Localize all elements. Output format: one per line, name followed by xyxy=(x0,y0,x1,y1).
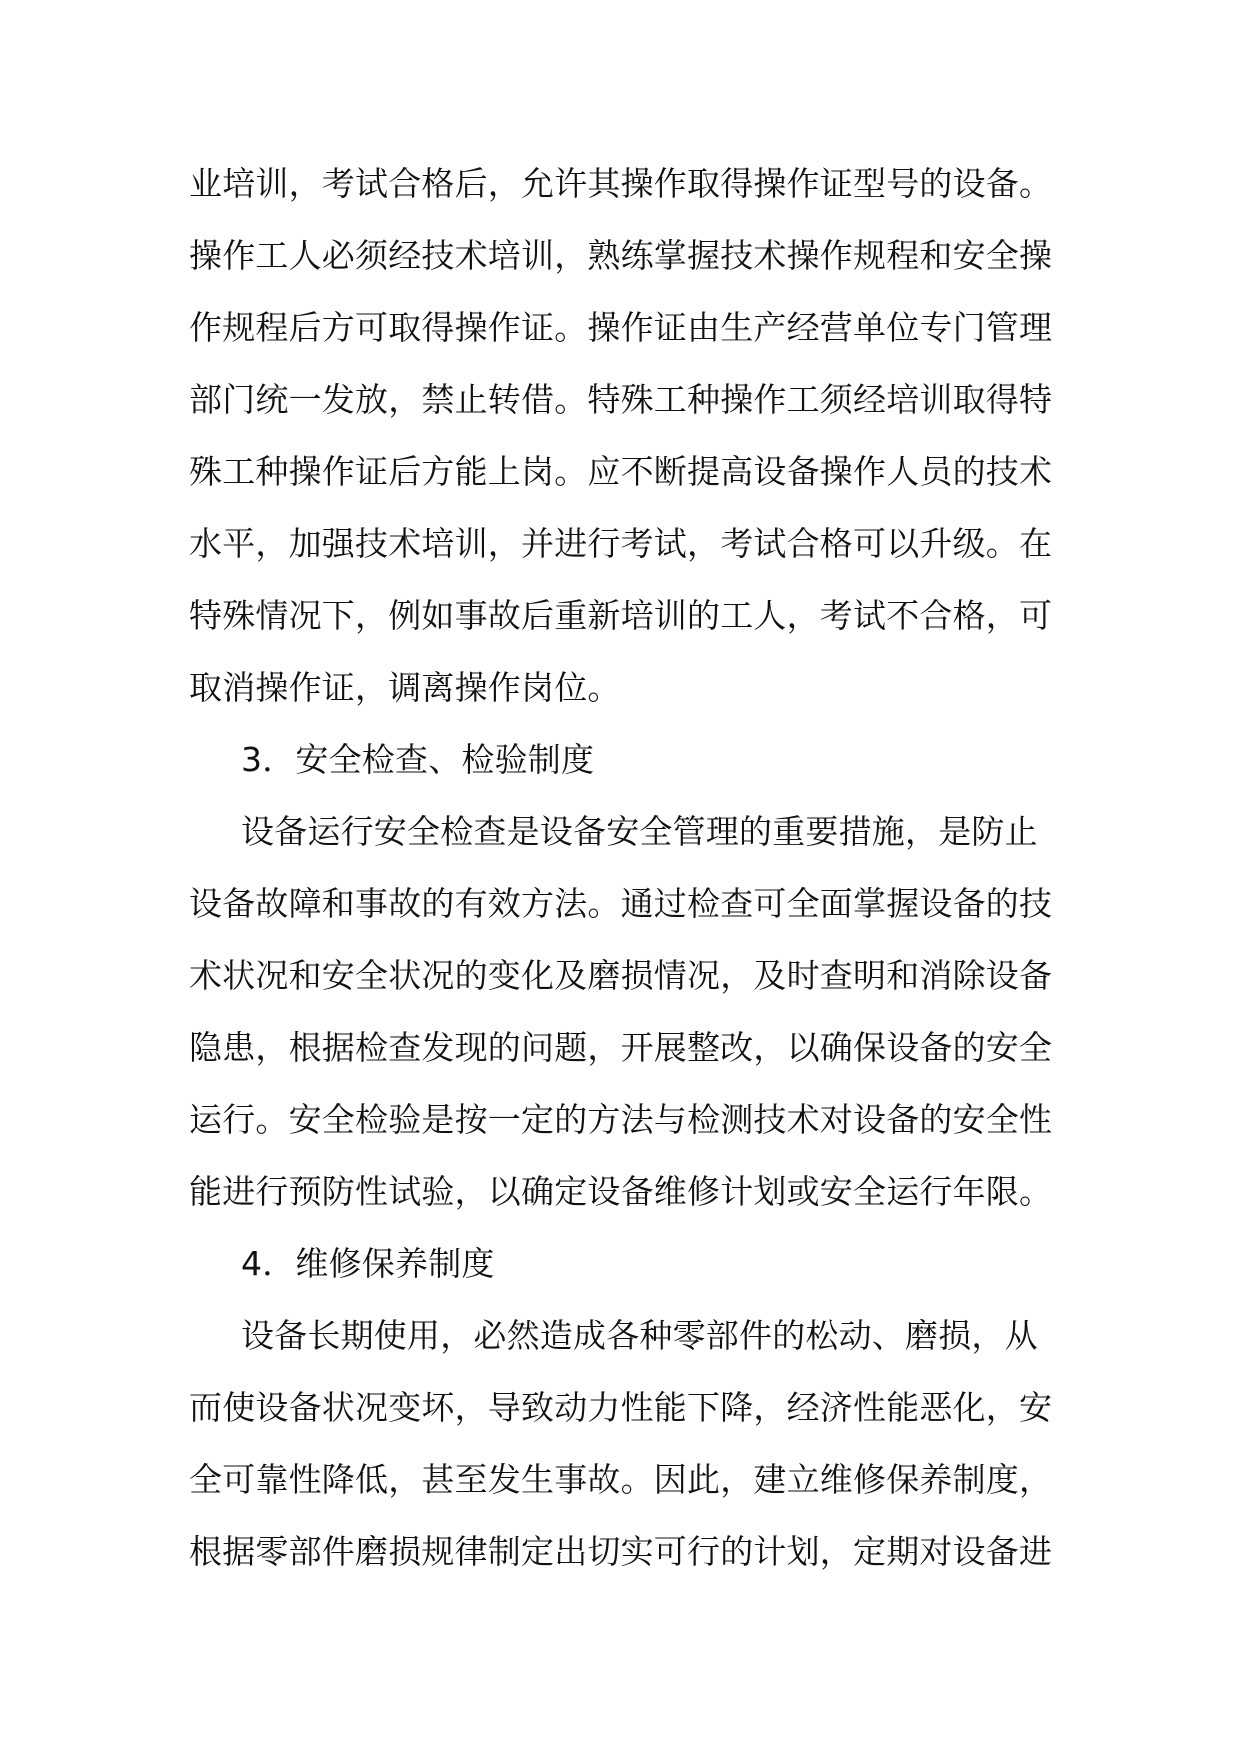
text-line: 隐患，根据检查发现的问题，开展整改，以确保设备的安全 xyxy=(189,1028,1053,1067)
text-line: 全可靠性降低，甚至发生事故。因此，建立维修保养制度， xyxy=(189,1460,1053,1499)
document-body xyxy=(189,148,1069,1588)
paragraph-start: 设备运行安全检查是设备安全管理的重要措施，是防止 xyxy=(241,812,1038,851)
text-line: 业培训，考试合格后，允许其操作取得操作证型号的设备。 xyxy=(189,164,1053,203)
text-line: 特殊情况下，例如事故后重新培训的工人，考试不合格，可 xyxy=(189,596,1053,635)
text-line: 操作工人必须经技术培训，熟练掌握技术操作规程和安全操 xyxy=(189,236,1053,275)
text-line: 设备故障和事故的有效方法。通过检查可全面掌握设备的技 xyxy=(189,884,1053,923)
text-line: 殊工种操作证后方能上岗。应不断提高设备操作人员的技术 xyxy=(189,452,1053,491)
text-line: 水平，加强技术培训，并进行考试，考试合格可以升级。在 xyxy=(189,524,1053,563)
text-line: 运行。安全检验是按一定的方法与检测技术对设备的安全性 xyxy=(189,1100,1053,1139)
section-heading-3: 3．安全检查、检验制度 xyxy=(241,740,595,779)
text-line: 而使设备状况变坏，导致动力性能下降，经济性能恶化，安 xyxy=(189,1388,1053,1427)
text-line: 根据零部件磨损规律制定出切实可行的计划，定期对设备进 xyxy=(189,1532,1053,1571)
text-line: 能进行预防性试验，以确定设备维修计划或安全运行年限。 xyxy=(189,1172,1053,1211)
text-line: 取消操作证，调离操作岗位。 xyxy=(189,668,621,707)
text-line: 作规程后方可取得操作证。操作证由生产经营单位专门管理 xyxy=(189,308,1053,347)
section-heading-4: 4．维修保养制度 xyxy=(241,1244,495,1283)
paragraph-start: 设备长期使用，必然造成各种零部件的松动、磨损，从 xyxy=(241,1316,1038,1355)
text-line: 部门统一发放，禁止转借。特殊工种操作工须经培训取得特 xyxy=(189,380,1053,419)
text-line: 术状况和安全状况的变化及磨损情况，及时查明和消除设备 xyxy=(189,956,1053,995)
